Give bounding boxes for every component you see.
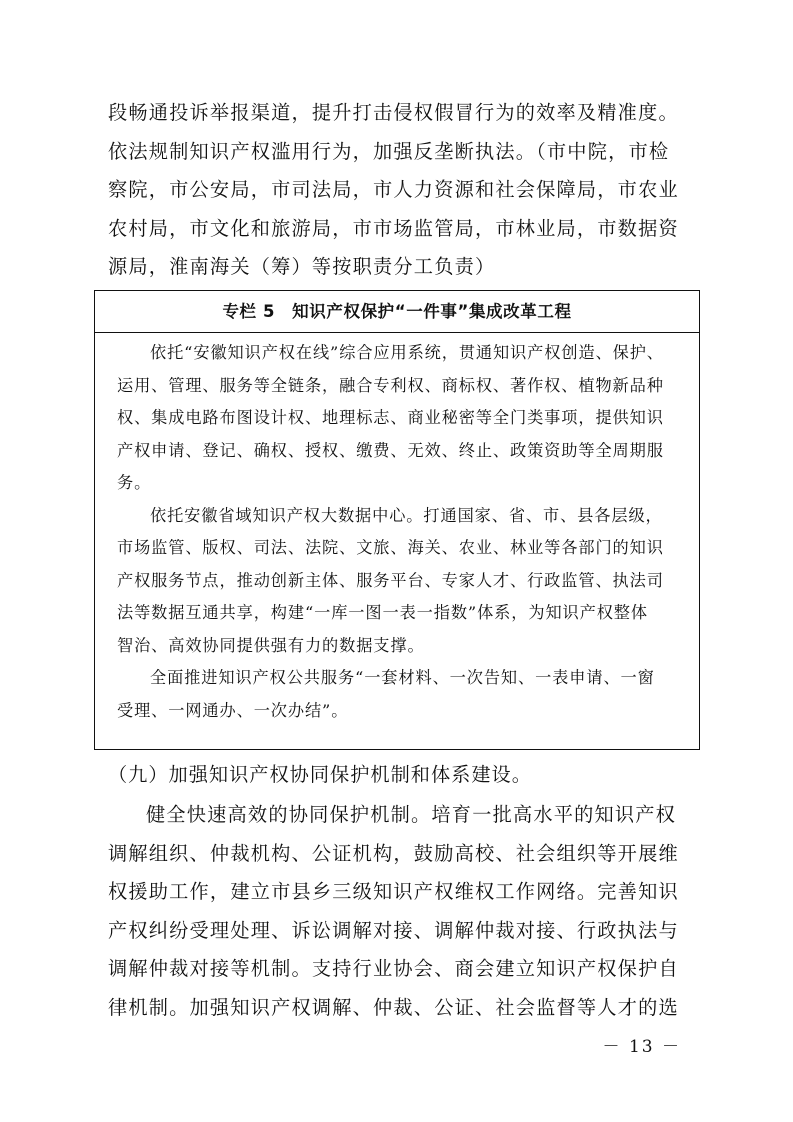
box-paragraph xyxy=(117,337,699,500)
box-body xyxy=(95,337,699,727)
text-line: 依托“安徽知识产权在线”综合应用系统，贯通知识产权创造、保护、 xyxy=(150,343,664,362)
text-line: 产权申请、登记、确权、授权、缴费、无效、终止、政策资助等全周期服 xyxy=(117,440,664,460)
text-line: 运用、管理、服务等全链条，融合专利权、商标权、著作权、植物新品种 xyxy=(117,375,664,395)
text-line: 市场监管、版权、司法、法院、文旅、海关、农业、林业等各部门的知识 xyxy=(117,538,664,557)
text-line: 调解仲裁对接等机制。支持行业协会、商会建立知识产权保护自 xyxy=(108,957,679,980)
text-line: 受理、一网通办、一次办结”。 xyxy=(117,700,349,720)
text-line: 源局，淮南海关（筹）等按职责分工负责） xyxy=(108,255,496,278)
text-line: 健全快速高效的协同保护机制。培育一批高水平的知识产权 xyxy=(146,803,677,826)
text-line: 律机制。加强知识产权调解、仲裁、公证、社会监督等人才的选 xyxy=(108,995,679,1019)
text-line: 权、集成电路布图设计权、地理标志、商业秘密等全门类事项，提供知识 xyxy=(117,408,664,427)
lower-paragraph xyxy=(108,796,694,1027)
text-line: 农村局，市文化和旅游局，市市场监管局，市林业局，市数据资 xyxy=(108,216,679,240)
text-line: 产权服务节点，推动创新主体、服务平台、专家人才、行政监管、执法司 xyxy=(117,570,664,590)
text-line: 务。 xyxy=(117,473,152,492)
text-line: 察院，市公安局，市司法局，市人力资源和社会保障局，市农业 xyxy=(108,178,679,201)
text-line: 全面推进知识产权公共服务“一套材料、一次告知、一表申请、一窗 xyxy=(150,668,655,687)
column-box xyxy=(94,290,700,750)
text-line: 法等数据互通共享，构建“一库一图一表一指数”体系，为知识产权整体 xyxy=(117,603,648,622)
box-paragraph xyxy=(117,500,699,663)
page-number: － 13 － xyxy=(602,1037,681,1057)
top-paragraph xyxy=(108,94,694,287)
text-line: 智治、高效协同提供强有力的数据支撑。 xyxy=(117,635,425,655)
box-paragraph xyxy=(117,662,699,727)
box-title: 专栏 5 知识产权保护“一件事”集成改革工程 xyxy=(95,291,699,333)
text-line: 调解组织、仲裁机构、公证机构，鼓励高校、社会组织等开展维 xyxy=(108,841,679,865)
section-heading: （九）加强知识产权协同保护机制和体系建设。 xyxy=(108,763,532,786)
text-line: 段畅通投诉举报渠道，提升打击侵权假冒行为的效率及精准度。 xyxy=(108,101,679,124)
text-line: 依法规制知识产权滥用行为，加强反垄断执法。（市中院，市检 xyxy=(108,139,670,163)
text-line: 产权纠纷受理处理、诉讼调解对接、调解仲裁对接、行政执法与 xyxy=(108,918,679,942)
text-line: 权援助工作，建立市县乡三级知识产权维权工作网络。完善知识 xyxy=(108,880,679,903)
text-line: 依托安徽省域知识产权大数据中心。打通国家、省、市、县各层级， xyxy=(150,505,663,525)
